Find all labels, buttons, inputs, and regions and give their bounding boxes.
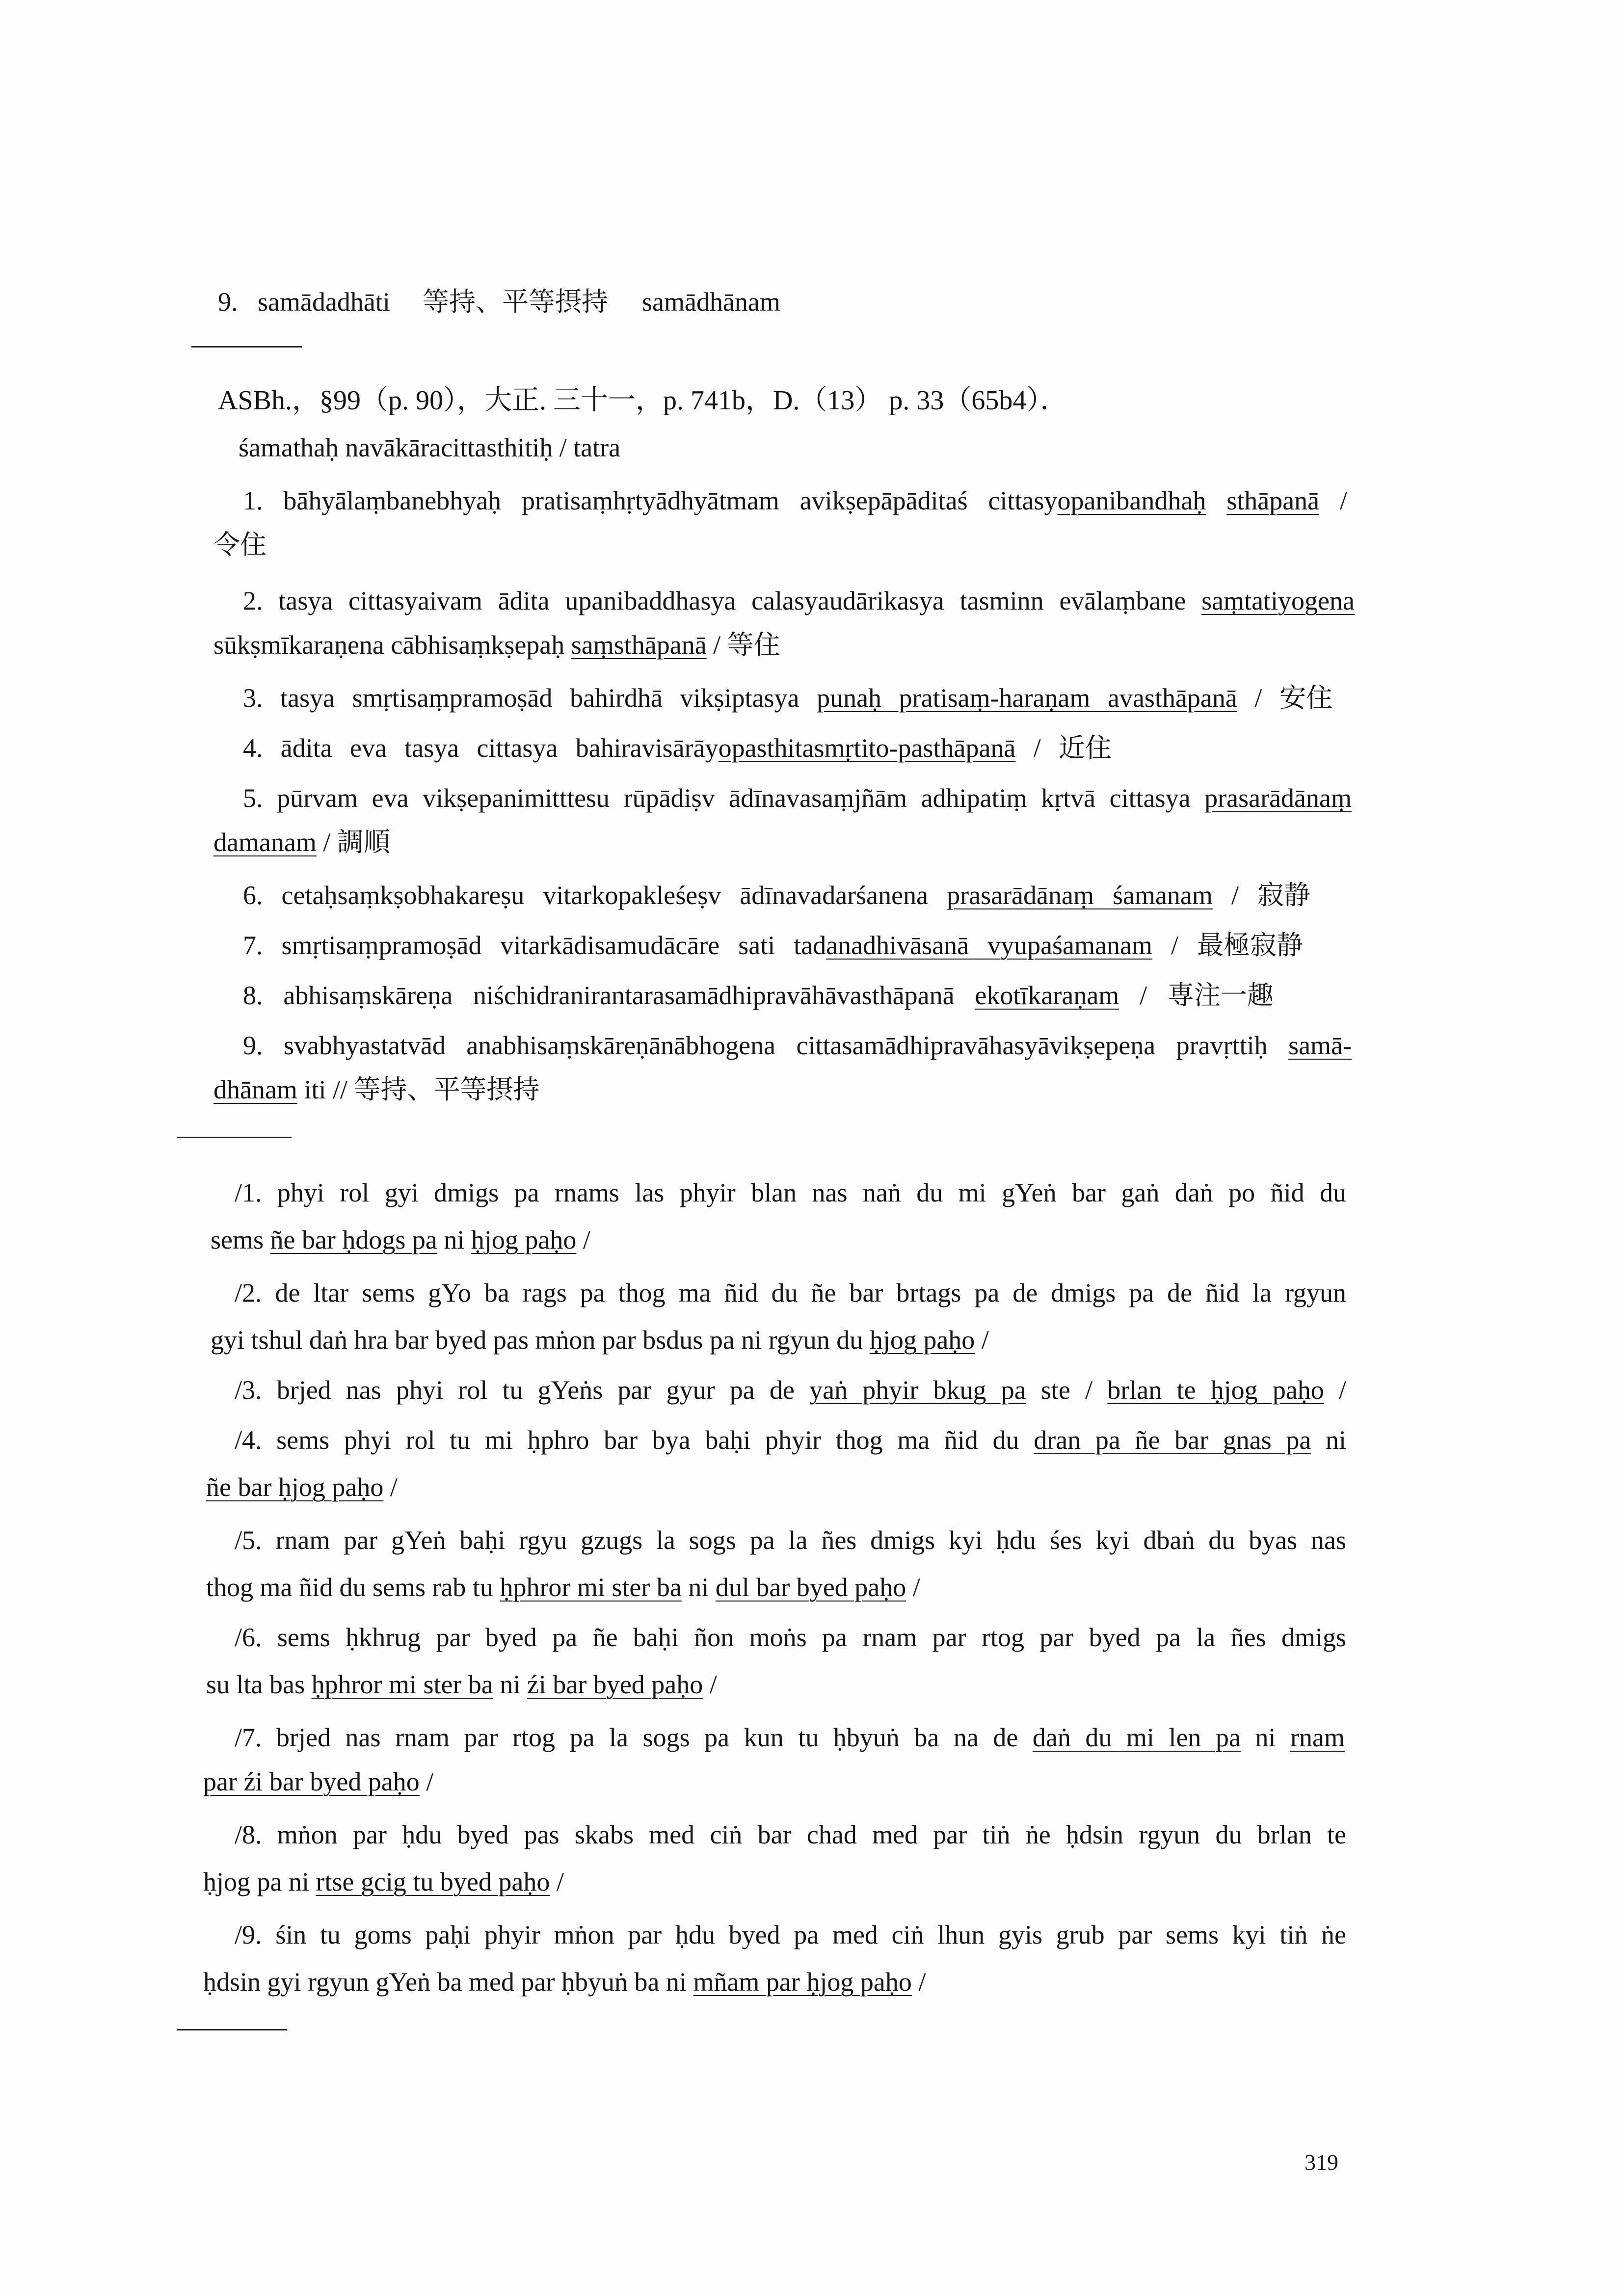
underlined-term: anadhivāsanā vyupaśamanam	[826, 931, 1152, 960]
heading-number: 9.	[218, 287, 238, 317]
underlined-term: ḥjog paḥo	[869, 1325, 975, 1355]
text-segment: /	[550, 1867, 564, 1896]
tibetan-line	[235, 1374, 1346, 1406]
text-segment: 1. bāhyālaṃbanebhyaḥ pratisaṃhṛtyādhyātmam avikṣepāpāditaś cittasy	[243, 486, 1058, 515]
citation: ASBh.，§99（p. 90），大正. 三十一，p. 741b，D.（13） p. 33（65b4）．	[218, 385, 1068, 416]
text-segment: ni	[681, 1573, 716, 1602]
underlined-term: dul bar byed paḥo	[715, 1573, 906, 1602]
text-segment: / 近住	[1015, 733, 1112, 763]
tibetan-line	[206, 1572, 920, 1603]
heading-result-term: samādhānam	[642, 287, 780, 317]
text-segment: ni	[1311, 1425, 1346, 1455]
underlined-term: źi bar byed paḥo	[527, 1670, 703, 1699]
sanskrit-line	[213, 629, 780, 661]
underlined-term: ḥjog paḥo	[471, 1225, 577, 1255]
intro-line: śamathaḥ navākāracittasthitiḥ / tatra	[239, 433, 621, 462]
text-segment: sems	[211, 1225, 270, 1255]
text-segment: / 調順	[316, 828, 390, 857]
text-segment: /3. brjed nas phyi rol tu gYeṅs par gyur pa de	[235, 1375, 810, 1405]
text-segment: /	[383, 1472, 398, 1502]
sanskrit-line	[243, 585, 1355, 616]
text-segment: iti // 等持、平等摂持	[297, 1075, 540, 1104]
underlined-term: mñam par ḥjog paḥo	[693, 1967, 912, 1997]
text-segment: gyi tshul daṅ hra bar byed pas mṅon par bsdus pa ni rgyun du	[211, 1325, 870, 1355]
tibetan-line	[203, 1766, 433, 1797]
tibetan-line	[235, 1177, 1346, 1208]
tibetan-line	[211, 1224, 590, 1255]
underlined-term: punaḥ pratisaṃ-haraṇam avasthāpanā	[817, 683, 1237, 713]
text-segment: /	[1324, 1375, 1347, 1405]
sanskrit-line	[243, 682, 1332, 714]
text-segment: 9. svabhyastatvād anabhisaṃskāreṇānābhogena cittasamādhipravāhasyāvikṣepeṇa pravṛttiḥ	[243, 1031, 1289, 1060]
sanskrit-line	[213, 827, 390, 858]
section-divider	[191, 346, 302, 347]
underlined-term: opanibandhaḥ	[1057, 486, 1206, 515]
heading-sanskrit-term: samādadhāti	[258, 287, 390, 317]
text-segment: /	[906, 1573, 920, 1602]
tibetan-line	[206, 1471, 398, 1503]
sanskrit-line	[243, 930, 1303, 961]
tibetan-line	[203, 1966, 926, 1998]
underlined-term: ḥphror mi ster ba	[311, 1670, 493, 1699]
text-segment: / 寂静	[1212, 881, 1310, 910]
text-segment: /	[1319, 486, 1347, 515]
heading-chinese-term: 等持、平等摂持	[423, 287, 608, 317]
underlined-term: yaṅ phyir bkug pa	[809, 1375, 1026, 1405]
text-segment: ste /	[1026, 1375, 1108, 1405]
chinese-gloss: 令住	[213, 530, 266, 560]
text-segment: /8. mṅon par ḥdu byed pas skabs med ciṅ bar chad med par tiṅ ṅe ḥdsin rgyun du brlan te	[235, 1820, 1346, 1849]
sanskrit-line	[243, 980, 1274, 1011]
page-number: 319	[1305, 2150, 1338, 2175]
text-segment: ḥdsin gyi rgyun gYeṅ ba med par ḥbyuṅ ba ni	[203, 1967, 693, 1997]
tibetan-line	[235, 1919, 1346, 1950]
underlined-term: ñe bar ḥdogs pa	[270, 1225, 437, 1255]
underlined-term: samā-	[1288, 1031, 1352, 1060]
text-segment: thog ma ñid du sems rab tu	[206, 1573, 500, 1602]
section-divider	[177, 2029, 287, 2030]
text-segment: /7. brjed nas rnam par rtog pa la sogs pa kun tu ḥbyuṅ ba na de	[235, 1723, 1033, 1752]
text-segment: 3. tasya smṛtisaṃpramoṣād bahirdhā vikṣiptasya	[243, 683, 817, 713]
sanskrit-line	[213, 529, 266, 561]
text-segment: 4. ādita eva tasya cittasya bahiravisārāy	[243, 733, 719, 763]
underlined-term: sthāpanā	[1226, 486, 1320, 515]
underlined-term: prasarādānaṃ śamanam	[947, 881, 1213, 910]
tibetan-line	[235, 1722, 1345, 1753]
text-segment: /	[975, 1325, 989, 1355]
text-segment: 5. pūrvam eva vikṣepanimitttesu rūpādiṣv ādīnavasaṃjñām adhipatiṃ kṛtvā cittasya	[243, 783, 1205, 813]
text-segment: /2. de ltar sems gYo ba rags pa thog ma ñid du ñe bar brtags pa de dmigs pa de ñid la rgyun	[235, 1278, 1346, 1308]
underlined-term: saṃsthāpanā	[571, 630, 707, 660]
text-segment: /1. phyi rol gyi dmigs pa rnams las phyir blan nas naṅ du mi gYeṅ bar gaṅ daṅ po ñid du	[235, 1178, 1346, 1207]
underlined-term: ekotīkaraṇam	[975, 981, 1119, 1010]
sanskrit-line	[243, 732, 1112, 764]
tibetan-line	[206, 1669, 717, 1700]
sanskrit-line	[243, 782, 1352, 814]
sanskrit-line	[213, 1074, 539, 1105]
text-segment: /9. śin tu goms paḥi phyir mṅon par ḥdu byed pa med ciṅ lhun gyis grub par sems kyi tiṅ ṅe	[235, 1920, 1346, 1949]
underlined-term: rtse gcig tu byed paḥo	[316, 1867, 550, 1896]
text-segment: / 等住	[706, 630, 780, 660]
underlined-term: dhānam	[213, 1075, 297, 1104]
text-segment: /	[419, 1767, 434, 1796]
text-segment: /	[703, 1670, 717, 1699]
underlined-term: rnam	[1290, 1723, 1345, 1752]
text-segment: ni	[1240, 1723, 1291, 1752]
underlined-term: brlan te ḥjog paḥo	[1107, 1375, 1324, 1405]
text-segment: 8. abhisaṃskāreṇa niśchidranirantarasamādhipravāhāvasthāpanā	[243, 981, 975, 1010]
section-divider	[177, 1137, 292, 1138]
underlined-term: saṃtatiyogena	[1201, 586, 1355, 615]
text-segment: su lta bas	[206, 1670, 312, 1699]
sanskrit-line	[243, 485, 1347, 516]
text-segment: / 最極寂静	[1152, 931, 1303, 960]
underlined-term: opasthitasmṛtito-pasthāpanā	[718, 733, 1016, 763]
tibetan-line	[235, 1424, 1346, 1456]
sanskrit-line	[243, 1030, 1352, 1061]
tibetan-line	[235, 1819, 1346, 1850]
text-segment: ḥjog pa ni	[203, 1867, 316, 1896]
text-segment: / 専注一趣	[1119, 981, 1274, 1010]
tibetan-line	[203, 1866, 564, 1897]
underlined-term: prasarādānaṃ	[1204, 783, 1352, 813]
tibetan-line	[235, 1622, 1346, 1653]
underlined-term: daṅ du mi len pa	[1032, 1723, 1241, 1752]
text-segment: /5. rnam par gYeṅ baḥi rgyu gzugs la sogs pa la ñes dmigs kyi ḥdu śes kyi dbaṅ du byas nas	[235, 1525, 1346, 1555]
text-segment: /6. sems ḥkhrug par byed pa ñe baḥi ñon moṅs pa rnam par rtog par byed pa la ñes dmigs	[235, 1623, 1346, 1652]
underlined-term: dran pa ñe bar gnas pa	[1034, 1425, 1311, 1455]
text-segment: / 安住	[1237, 683, 1332, 713]
text-segment	[1206, 486, 1226, 515]
text-segment: 7. smṛtisaṃpramoṣād vitarkādisamudācāre sati tad	[243, 931, 826, 960]
text-segment: 6. cetaḥsaṃkṣobhakareṣu vitarkopakleśeṣv ādīnavadarśanena	[243, 881, 947, 910]
text-segment: ni	[437, 1225, 471, 1255]
text-segment: 2. tasya cittasyaivam ādita upanibaddhasya calasyaudārikasya tasminn evālaṃbane	[243, 586, 1202, 615]
text-segment: sūkṣmīkaraṇena cābhisaṃkṣepaḥ	[213, 630, 571, 660]
tibetan-line	[235, 1277, 1346, 1308]
underlined-term: ḥphror mi ster ba	[500, 1573, 682, 1602]
sanskrit-line	[243, 880, 1310, 911]
text-segment: /4. sems phyi rol tu mi ḥphro bar bya baḥi phyir thog ma ñid du	[235, 1425, 1034, 1455]
text-segment: /	[576, 1225, 590, 1255]
tibetan-line	[235, 1524, 1346, 1556]
underlined-term: par źi bar byed paḥo	[203, 1767, 420, 1796]
underlined-term: ñe bar ḥjog paḥo	[206, 1472, 384, 1502]
text-segment: ni	[493, 1670, 527, 1699]
tibetan-line	[211, 1324, 989, 1356]
underlined-term: damanam	[213, 828, 317, 857]
text-segment: /	[911, 1967, 926, 1997]
